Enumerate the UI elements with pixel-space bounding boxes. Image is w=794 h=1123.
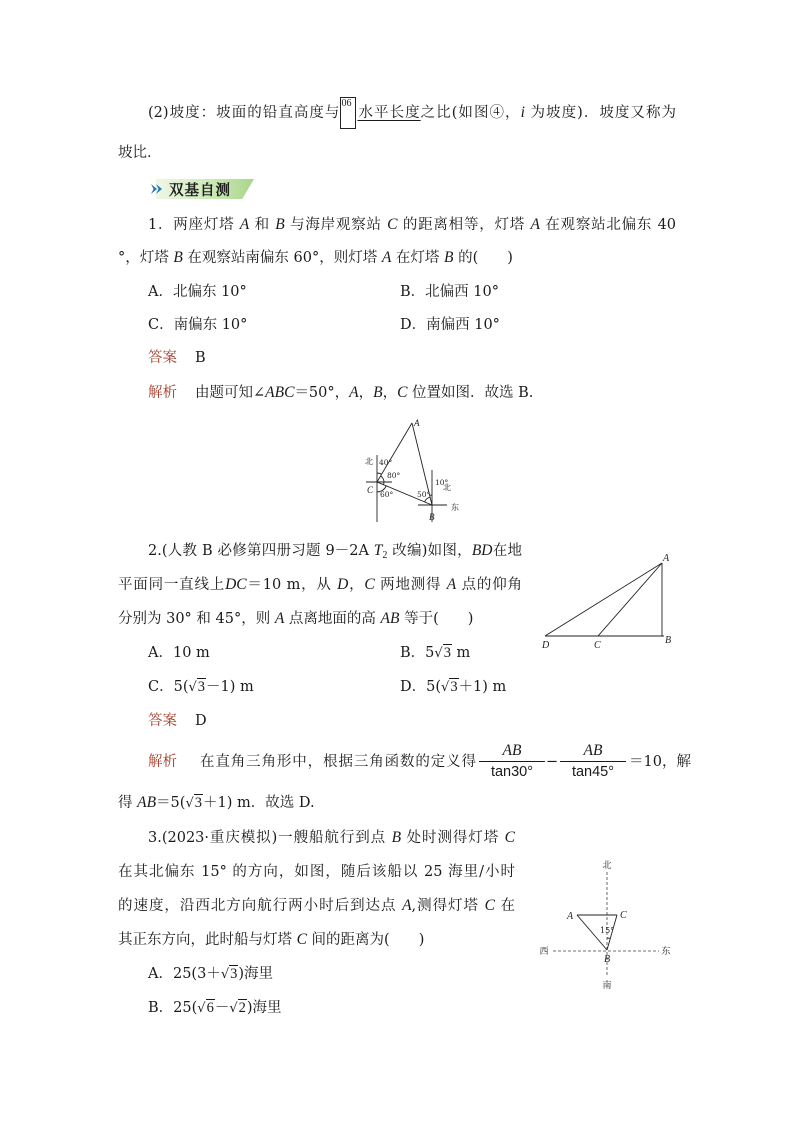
- text-run: ，: [348, 577, 365, 593]
- radicand: 3: [443, 645, 451, 661]
- math-variable: BD: [471, 542, 493, 559]
- math-variable: A: [402, 897, 412, 914]
- q2-analysis-text: 在直角三角形中，根据三角函数的定义得: [200, 754, 476, 770]
- text-run: ＝50°，: [294, 385, 350, 401]
- text-run: ＋1) m．故选 D.: [202, 795, 315, 811]
- q2-analysis-line-2: [118, 793, 315, 813]
- text-run: ，: [382, 385, 398, 401]
- point-label-a: A: [663, 553, 670, 564]
- fraction-numerator: [558, 740, 628, 760]
- math-variable: A: [239, 216, 250, 233]
- q1-answer: [148, 348, 206, 368]
- point-label-c: C: [367, 485, 374, 495]
- text-run: °，灯塔: [118, 250, 174, 266]
- radicand: 2: [238, 1000, 246, 1016]
- text-run: A．25(3＋: [148, 966, 221, 982]
- answer-label: 答案: [148, 713, 177, 729]
- fraction-denominator: tan45°: [571, 764, 615, 780]
- text-run: 之比(如图④，: [420, 105, 521, 121]
- point-label-b: B: [604, 954, 611, 965]
- math-variable: C: [504, 829, 515, 846]
- text-run: 得: [118, 795, 138, 811]
- text-run: B．25(: [148, 1000, 198, 1016]
- radicand: 3: [230, 966, 238, 982]
- point-label-a: A: [567, 911, 574, 922]
- north-label-c: 北: [365, 457, 373, 466]
- point-label-c: C: [620, 910, 627, 921]
- text-run: 改编)如图，: [387, 543, 472, 559]
- q2-option-a: A．10 m: [148, 645, 210, 661]
- fill-blank-box: [340, 97, 356, 129]
- text-run: 3.(2023·重庆模拟)一艘船航行到点: [148, 830, 392, 846]
- q2-figure: [538, 552, 678, 652]
- sqrt-sign: √: [185, 796, 194, 811]
- text-run: 在其北偏东 15° 的方向，如图，随后该船以 25 海里/小时: [118, 864, 515, 880]
- text-run: ,测得灯塔: [411, 898, 485, 914]
- sqrt-sign: √: [188, 680, 197, 695]
- double-chevron-icon: [150, 182, 164, 196]
- q3-line-2: [118, 862, 515, 882]
- math-variable: B: [444, 249, 454, 266]
- text-run: 等于( ): [399, 611, 474, 627]
- text-run: 2.(人教 B 必修第四册习题 9－2A: [148, 543, 374, 559]
- text-run: 位置如图．故选 B.: [407, 385, 534, 401]
- q2-line-2: [118, 575, 522, 595]
- text-run: 间的距离为( ): [306, 932, 425, 948]
- text-run: 在观察站北偏东 40: [539, 217, 677, 233]
- math-variable: AB: [380, 610, 400, 627]
- angle-label-40: 40°: [379, 458, 393, 467]
- angle-label-80: 80°: [387, 471, 401, 480]
- text-run: 和: [249, 217, 276, 233]
- math-variable: A: [446, 576, 457, 593]
- radicand: 6: [206, 1000, 214, 1016]
- minus-sign: −: [546, 754, 559, 770]
- section-header: [148, 177, 254, 201]
- text-run: 在地: [492, 543, 522, 559]
- math-variable: A: [381, 249, 392, 266]
- math-variable: B: [173, 249, 183, 266]
- text-run: 点离地面的高: [284, 611, 381, 627]
- underlined-term: 水平长度: [357, 105, 421, 121]
- text-run: ＝10 m，从: [246, 577, 338, 593]
- sqrt-sign: √: [220, 967, 230, 982]
- text-run: (2)坡度：坡面的铅直高度与: [148, 105, 341, 121]
- text-run: C．5(: [148, 679, 189, 695]
- angle-label-50: 50°: [417, 490, 431, 499]
- subscript: 2: [382, 550, 388, 561]
- text-run: 点的仰角: [456, 577, 523, 593]
- fraction-ab-over-tan30: [477, 740, 547, 782]
- math-variable: AB: [583, 742, 603, 759]
- text-run: 平面同一直线上: [118, 577, 226, 593]
- q1-figure: [355, 410, 475, 528]
- west-label: 西: [539, 947, 549, 957]
- angle-arc-15: [607, 938, 610, 939]
- q2-line-3: [118, 609, 473, 629]
- math-variable: C: [296, 931, 307, 948]
- answer-value: D: [195, 713, 207, 729]
- point-label-b: B: [665, 635, 672, 646]
- text-run: 的距离相等，灯塔: [397, 217, 531, 233]
- east-label: 东: [661, 947, 671, 957]
- text-run: 的速度，沿西北方向航行两小时后到达点: [118, 898, 403, 914]
- q2-analysis-tail: ＝10，解: [629, 754, 691, 770]
- blank-number: 06: [341, 98, 352, 109]
- q1-option-d: D．南偏西 10°: [400, 317, 500, 333]
- q1-line-2: [118, 248, 513, 268]
- text-run: D．5(: [400, 679, 442, 695]
- text-run: )海里: [246, 1000, 282, 1016]
- text-run: －1) m: [206, 679, 254, 695]
- math-variable: A: [530, 216, 540, 233]
- answer-label: 答案: [148, 350, 177, 366]
- text-run: 在灯塔: [391, 250, 445, 266]
- math-variable: C: [484, 897, 495, 914]
- sqrt-sign: √: [434, 646, 443, 661]
- math-variable: A: [274, 610, 285, 627]
- fraction-ab-over-tan45: [558, 740, 628, 782]
- text-run: 处时测得灯塔: [401, 830, 505, 846]
- angle-label-15: 15°: [600, 926, 615, 935]
- radicand: 3: [194, 795, 202, 811]
- point-label-d: D: [542, 640, 550, 651]
- text-run: 为坡度)．坡度又称为: [524, 105, 676, 121]
- math-variable: B: [275, 216, 285, 233]
- east-label: 东: [451, 503, 459, 512]
- text-run: m: [451, 645, 471, 661]
- q2-line-1: [148, 541, 522, 561]
- q2-option-c: [148, 677, 254, 697]
- q1-option-c: C．南偏东 10°: [148, 317, 248, 333]
- text-run: 在: [494, 898, 516, 914]
- math-variable: C: [387, 216, 398, 233]
- q1-option-a: A．北偏东 10°: [148, 284, 247, 300]
- analysis-label: 解析: [148, 754, 177, 770]
- math-variable: AB: [502, 742, 522, 759]
- math-variable: D: [337, 576, 349, 593]
- point-label-b: B: [429, 512, 435, 522]
- segment-ca: [598, 563, 662, 636]
- angle-arc-40: [377, 473, 382, 474]
- math-variable: T: [373, 542, 383, 559]
- point-label-a: A: [414, 418, 420, 428]
- text-run: 在观察站南偏东 60°，则灯塔: [182, 250, 382, 266]
- angle-label-60: 60°: [380, 490, 394, 499]
- text-run: 其正东方向，此时船与灯塔: [118, 932, 297, 948]
- q1-option-b: B．北偏西 10°: [400, 284, 499, 300]
- text-run: 两地测得: [374, 577, 447, 593]
- text-run: )海里: [238, 966, 274, 982]
- sqrt-sign: √: [197, 1001, 206, 1016]
- math-variable: i: [520, 104, 525, 121]
- text-run: ＋1) m: [458, 679, 507, 695]
- text-run: －: [214, 1000, 230, 1016]
- q3-line-3: [118, 896, 515, 916]
- answer-value: B: [195, 350, 206, 366]
- q2-option-d: [400, 677, 506, 697]
- q2-answer: [148, 711, 207, 731]
- q1-analysis: [148, 383, 533, 403]
- sqrt-sign: √: [229, 1001, 238, 1016]
- fraction-denominator: tan30°: [490, 764, 534, 780]
- math-variable: C: [397, 384, 408, 401]
- section-title: 双基自测: [169, 182, 231, 199]
- fill-blank-marker: [340, 98, 357, 120]
- point-label-c: C: [594, 640, 601, 651]
- math-variable: C: [364, 576, 375, 593]
- math-variable: ABC: [265, 384, 295, 401]
- text-run: 由题可知∠: [195, 385, 266, 401]
- math-variable: DC: [225, 576, 247, 593]
- segment-da: [545, 563, 662, 636]
- q3-line-4: [118, 930, 424, 950]
- south-label: 南: [602, 981, 612, 991]
- math-variable: B: [373, 384, 383, 401]
- q3-option-a: [148, 964, 273, 984]
- math-variable: A: [349, 384, 359, 401]
- sqrt-sign: √: [441, 680, 450, 695]
- text-run: B．5: [400, 645, 435, 661]
- math-variable: B: [391, 829, 402, 846]
- radicand: 3: [197, 679, 206, 695]
- text-run: 1．两座灯塔: [148, 217, 240, 233]
- text-run: 与海岸观察站: [284, 217, 388, 233]
- q3-line-1: [148, 828, 515, 848]
- fraction-numerator: [477, 740, 547, 760]
- text-run: 的( ): [453, 250, 513, 266]
- radicand: 3: [450, 679, 458, 695]
- text-run: ＝5(: [156, 795, 186, 811]
- math-variable: AB: [137, 794, 157, 811]
- analysis-label: 解析: [148, 385, 177, 401]
- q3-figure: [535, 858, 675, 993]
- q3-option-b: [148, 998, 282, 1018]
- intro-line-2: 坡比．: [118, 145, 162, 161]
- angle-label-10: 10°: [435, 478, 449, 487]
- north-label-b: 北: [443, 483, 451, 492]
- q1-line-1: [148, 215, 676, 235]
- intro-line-1: [148, 98, 676, 123]
- q2-option-b: [400, 643, 470, 663]
- north-label: 北: [602, 861, 612, 871]
- text-run: ，: [358, 385, 374, 401]
- text-run: 分别为 30° 和 45°，则: [118, 611, 275, 627]
- q2-analysis-label-line: [148, 752, 177, 772]
